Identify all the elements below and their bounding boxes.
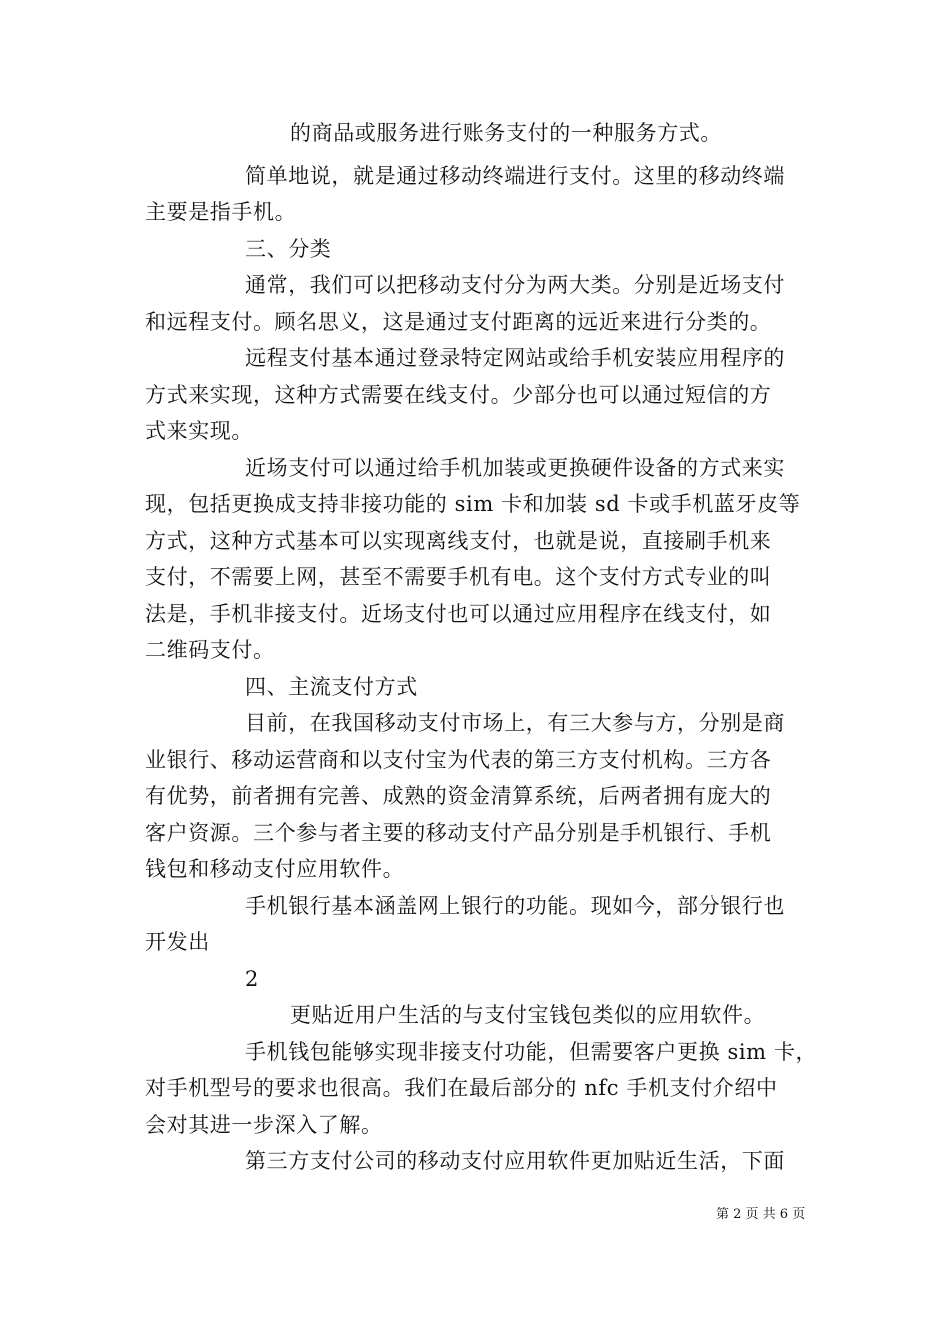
text-line: 会对其进一步深入了解。 bbox=[145, 1113, 383, 1137]
text-line: 的商品或服务进行账务支付的一种服务方式。 bbox=[290, 121, 722, 145]
text-line: 主要是指手机。 bbox=[145, 200, 297, 224]
page-footer: 第 2 页 共 6 页 bbox=[716, 1207, 806, 1222]
section-heading: 四、主流支付方式 bbox=[245, 675, 418, 699]
text-line: 对手机型号的要求也很高。我们在最后部分的 nfc 手机支付介绍中 bbox=[145, 1076, 778, 1100]
inline-page-number: 2 bbox=[245, 967, 259, 991]
text-line: 简单地说，就是通过移动终端进行支付。这里的移动终端 bbox=[245, 164, 785, 188]
text-line: 更贴近用户生活的与支付宝钱包类似的应用软件。 bbox=[290, 1003, 766, 1027]
text-line: 手机银行基本涵盖网上银行的功能。现如今，部分银行也 bbox=[245, 894, 785, 918]
text-line: 方式来实现，这种方式需要在线支付。少部分也可以通过短信的方 bbox=[145, 383, 772, 407]
text-line: 近场支付可以通过给手机加装或更换硬件设备的方式来实 bbox=[245, 456, 785, 480]
text-line: 第三方支付公司的移动支付应用软件更加贴近生活，下面 bbox=[245, 1149, 785, 1173]
text-line: 有优势，前者拥有完善、成熟的资金清算系统，后两者拥有庞大的 bbox=[145, 784, 772, 808]
text-line: 方式，这种方式基本可以实现离线支付，也就是说，直接刷手机来 bbox=[145, 529, 772, 553]
text-line: 手机钱包能够实现非接支付功能，但需要客户更换 sim 卡， bbox=[245, 1040, 818, 1064]
text-line: 法是，手机非接支付。近场支付也可以通过应用程序在线支付，如 bbox=[145, 602, 772, 626]
text-line: 客户资源。三个参与者主要的移动支付产品分别是手机银行、手机 bbox=[145, 821, 772, 845]
text-line: 远程支付基本通过登录特定网站或给手机安装应用程序的 bbox=[245, 346, 785, 370]
text-line: 二维码支付。 bbox=[145, 638, 275, 662]
text-line: 通常，我们可以把移动支付分为两大类。分别是近场支付 bbox=[245, 273, 785, 297]
text-line: 钱包和移动支付应用软件。 bbox=[145, 857, 405, 881]
text-line: 目前，在我国移动支付市场上，有三大参与方，分别是商 bbox=[245, 711, 785, 735]
section-heading: 三、分类 bbox=[245, 237, 332, 261]
text-line: 和远程支付。顾名思义，这是通过支付距离的远近来进行分类的。 bbox=[145, 310, 772, 334]
text-line: 式来实现。 bbox=[145, 419, 253, 443]
text-line: 支付，不需要上网，甚至不需要手机有电。这个支付方式专业的叫 bbox=[145, 565, 772, 589]
text-line: 业银行、移动运营商和以支付宝为代表的第三方支付机构。三方各 bbox=[145, 748, 772, 772]
text-line: 开发出 bbox=[145, 930, 210, 954]
text-line: 现，包括更换成支持非接功能的 sim 卡和加装 sd 卡或手机蓝牙皮等 bbox=[145, 492, 801, 516]
